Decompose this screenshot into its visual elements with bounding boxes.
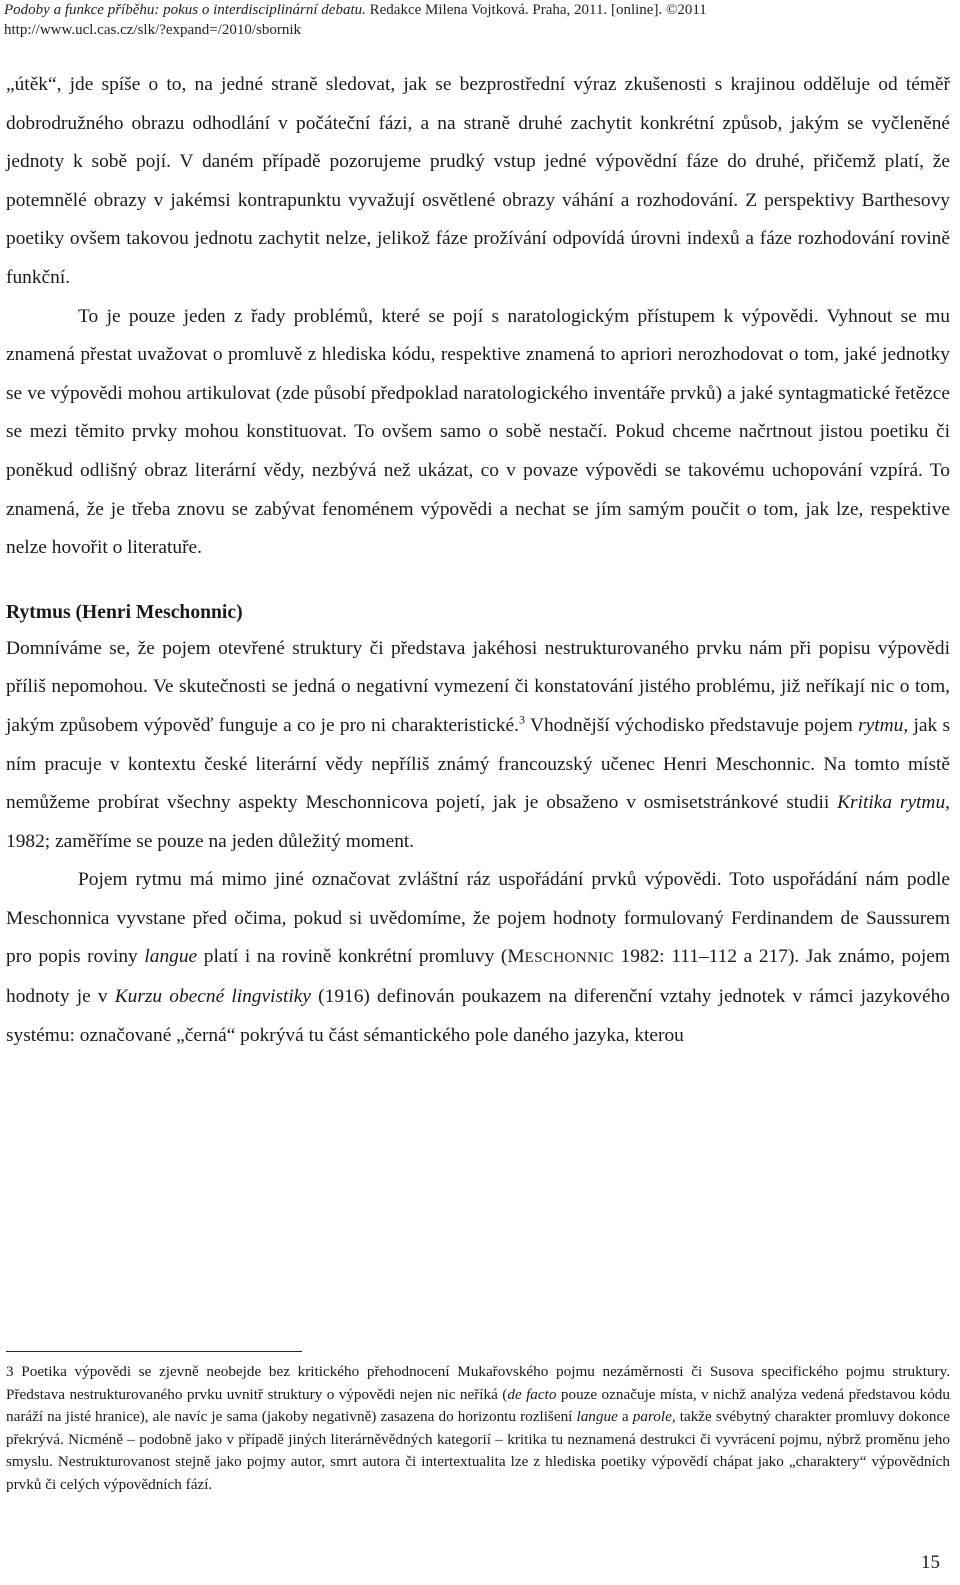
- paragraph-1: „útěk“, jde spíše o to, na jedné straně sledovat, jak se bezprostřední výraz zkušenosti s krajinou odděluje od téměř dobrodružného obrazu odhodlání v počáteční fázi, a na straně druhé zachytit konkrétní způsob, jakým se vyčleněné jednoty k sobě pojí. V daném případě pozorujeme prudký vstup jedné výpovědní fáze do druhé, přičemž platí, že potemnělé obrazy v jakémsi kontrapunktu vyvažují osvětlené obrazy váhání a rozhodování. Z perspektivy Barthesovy poetiky ovšem takovou jednotu zachytit nelze, jelikož fáze prožívání odpovídá úrovni indexů a fáze rozhodování rovině funkční.: [6, 74, 950, 288]
- footnote-ref-3[interactable]: 3: [518, 712, 525, 727]
- footnote-divider: [6, 1351, 302, 1352]
- header-citation-line: [4, 0, 934, 20]
- paragraph-3: Domníváme se, že pojem otevřené struktury či představa jakéhosi nestrukturovaného prvku nám při popisu výpovědi příliš nepomohou. Ve skutečnosti se jedná o negativní vymezení či konstatování jistého problému, již neříkají nic o tom, jakým způsobem výpověď funguje a co je pro ni charakteristické.$^3$ Vhodnější východisko představuje pojem rytmu, jak s ním pracuje v kontextu české literární vědy nepříliš známý francouzský učenec Henri Meschonnic. Na tomto místě nemůžeme probírat všechny aspekty Meschonnicova pojetí, jak je obsaženo v osmisetstránkové studii Kritika rytmu, 1982; zaměříme se pouze na jeden důležitý moment.: [6, 637, 950, 852]
- main-text: [6, 66, 950, 1055]
- footnote-3: 3 Poetika výpovědi se zjevně neobejde bez kritického přehodnocení Mukařovského pojmu nezáměrnosti či Susova specifického pojmu struktury. Představa nestrukturovaného prvku uvnitř struktury o výpovědi nejen nic neříká (de facto pouze označuje místa, v nichž analýza vedená představou kódu naráží na jisté hranice), ale navíc je sama (jakoby negativně) zasazena do horizontu rozlišení langue a parole, takže svébytný charakter promluvy dokonce překrývá. Nicméně – podobně jako v případě jiných literárněvědných kategorií – kritika tu neznamená destrukci či vyvrácení pojmu, nýbrž proměnu jeho smyslu. Nestrukturovanost stejně jako pojmy autor, smrt autora či intertextualita lze z hlediska poetiky výpovědí chápat jako „charaktery“ výpovědních prvků či celých výpovědních fází.: [6, 1363, 950, 1493]
- header-url[interactable]: http://www.ucl.cas.cz/slk/?expand=/2010/sbornik: [4, 22, 302, 38]
- header-publisher: Redakce Milena Vojtková. Praha, 2011. [online]. ©2011: [369, 2, 707, 18]
- paragraph-2: To je pouze jeden z řady problémů, které se pojí s naratologickým přístupem k výpovědi. Vyhnout se mu znamená přestat uvažovat o promluvě z hlediska kódu, respektive znamená to apriori nerozhodovat o tom, jaké jednotky se ve výpovědi mohou artikulovat (zde působí předpoklad naratologického inventáře prvků) a jaké syntagmatické řetězce se mezi těmito prvky mohou konstituovat. To ovšem samo o sobě nestačí. Pokud chceme načrtnout jistou poetiku či poněkud odlišný obraz literární vědy, nezbývá než ukázat, co v povaze výpovědi se takovému uchopování vzpírá. To znamená, že je třeba znovu se zabývat fenoménem výpovědi a nechat se jím samým poučit o tom, jak lze, respektive nelze hovořit o literatuře.: [6, 305, 950, 559]
- header-citation: Podoby a funkce příběhu: pokus o interdisciplinární debatu.: [4, 2, 366, 18]
- page-number: 15: [921, 1552, 940, 1573]
- section-heading: Rytmus (Henri Meschonnic): [6, 601, 243, 623]
- page-header: [4, 0, 934, 40]
- paragraph-4: Pojem rytmu má mimo jiné označovat zvláštní ráz uspořádání prvků výpovědi. Toto uspořádání nám podle Meschonnica vyvstane před očima, pokud si uvědomíme, že pojem hodnoty formulovaný Ferdinandem de Saussurem pro popis roviny langue platí i na rovině konkrétní promluvy (MESCHONNIC 1982: 111–112 a 217). Jak známo, pojem hodnoty je v Kurzu obecné lingvistiky (1916) definován poukazem na diferenční vztahy jednotek v rámci jazykového systému: označované „černá“ pokrývá tu část sémantického pole daného jazyka, kterou: [6, 869, 950, 1046]
